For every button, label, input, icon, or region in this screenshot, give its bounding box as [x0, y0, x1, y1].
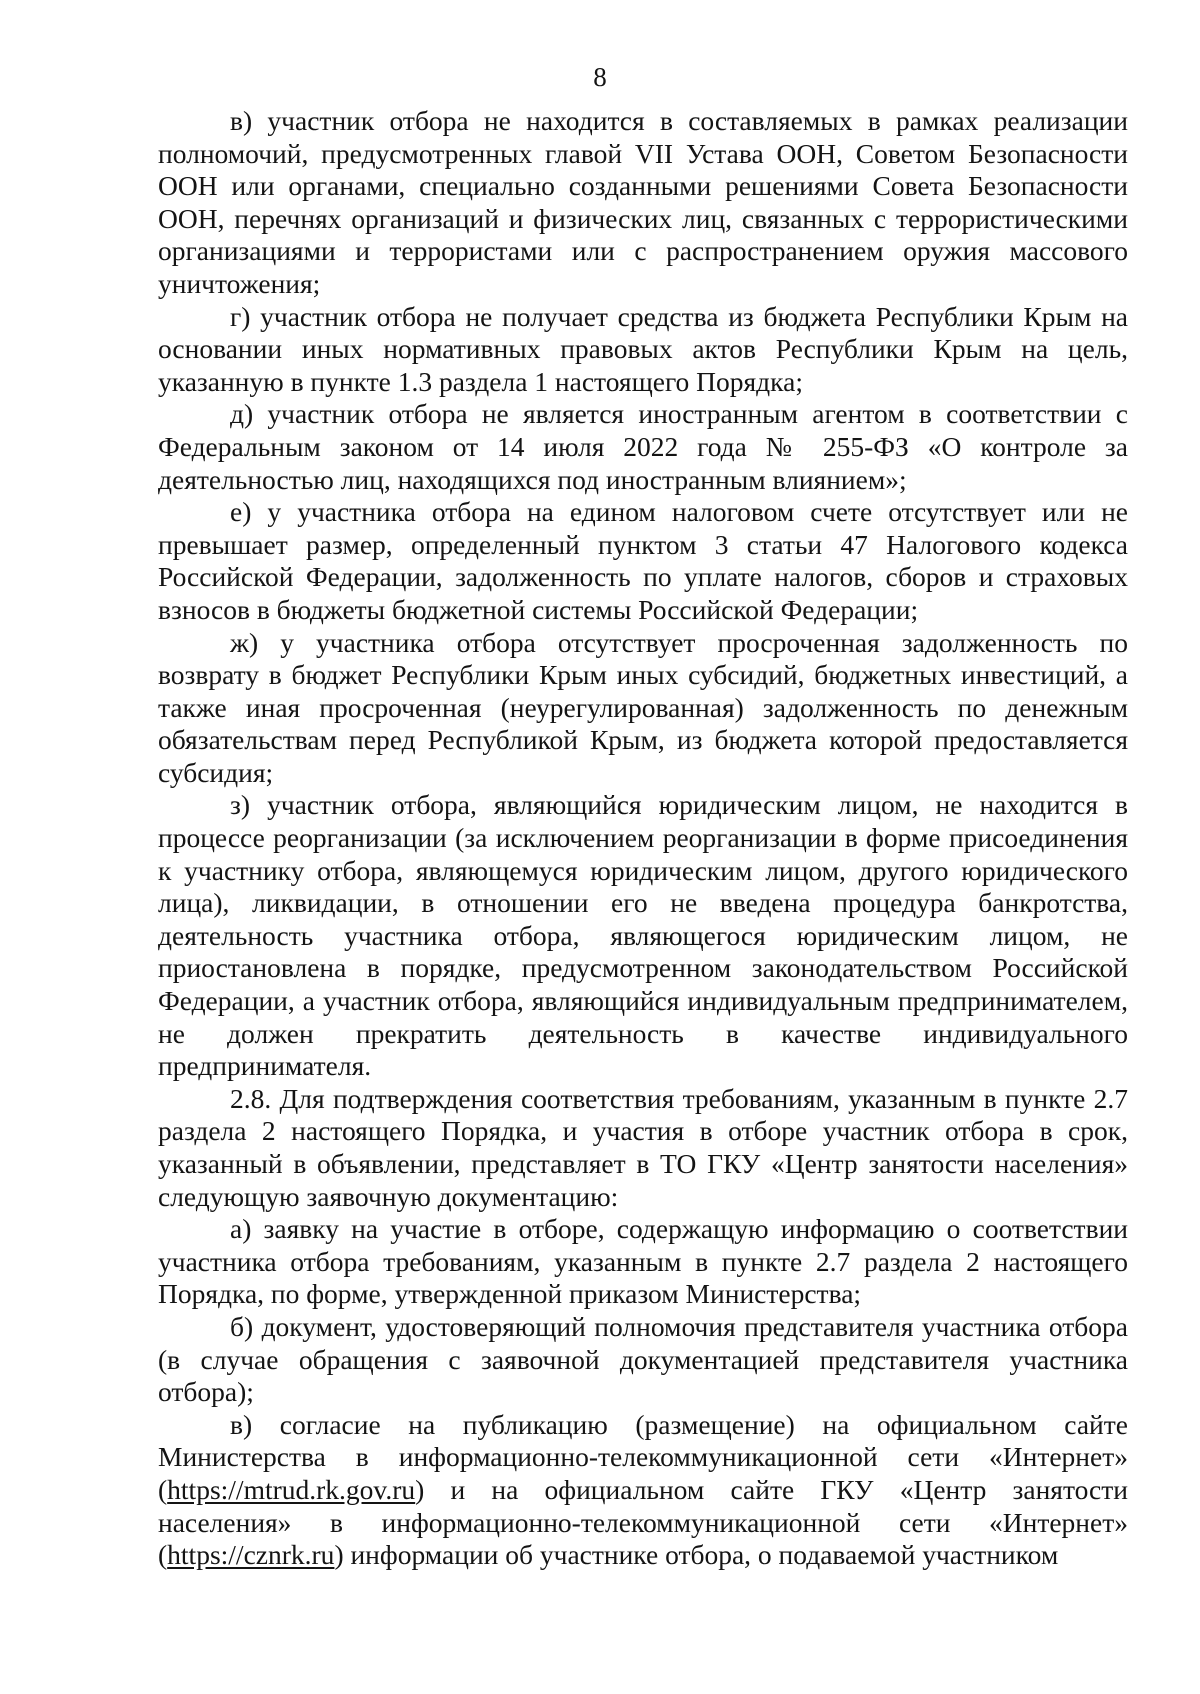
consent-text-part-2: ) и на официальном сайте ГКУ «Центр занятости населения» в информационно-телекоммуникационной сети «Интернет» ( [158, 1473, 1128, 1571]
ministry-site-link[interactable]: https://mtrud.rk.gov.ru [167, 1473, 416, 1505]
paragraph-d: д) участник отбора не является иностранным агентом в соответствии с Федеральным законом от 14 июля 2022 года № 255-ФЗ «О контроле за деятельностью лиц, находящихся под иностранным влиянием»; [158, 398, 1128, 495]
paragraph-2-8: 2.8. Для подтверждения соответствия требованиям, указанным в пункте 2.7 раздела 2 настоящего Порядка, и участия в отборе участник отбора в срок, указанный в объявлении, представляет в ТО ГКУ «Центр занятости населения» следующую заявочную документацию: [158, 1082, 1128, 1212]
paragraph-g: г) участник отбора не получает средства из бюджета Республики Крым на основании иных нормативных правовых актов Республики Крым на цель, указанную в пункте 1.3 раздела 1 настоящего Порядка; [158, 300, 1128, 397]
paragraph-z: з) участник отбора, являющийся юридическим лицом, не находится в процессе реорганизации (за исключением реорганизации в форме присоединения к участнику отбора, являющемуся юридическим лицом, другого юридического лица), ликвидации, в отношении его не введена процедура банкротства, деятельность участника отбора, являющегося юридическим лицом, не приостановлена в порядке, предусмотренном законодательством Российской Федерации, а участник отбора, являющийся индивидуальным предпринимателем, не должен прекратить деятельность в качестве индивидуального предпринимателя. [158, 789, 1128, 1082]
page-number: 8 [593, 62, 607, 92]
paragraph-a: а) заявку на участие в отборе, содержащую информацию о соответствии участника отбора требованиям, указанным в пункте 2.7 раздела 2 настоящего Порядка, по форме, утвержденной приказом Министерства; [158, 1213, 1128, 1310]
consent-text-part-3: ) информации об участнике отбора, о подаваемой участником [334, 1539, 1059, 1571]
paragraph-v: в) участник отбора не находится в составляемых в рамках реализации полномочий, предусмотренных главой VII Устава ООН, Советом Безопасности ООН или органами, специально созданными решениями Совета Безопасности ООН, перечнях организаций и физических лиц, связанных с террористическими организациями и террористами или с распространением оружия массового уничтожения; [158, 105, 1128, 299]
paragraph-b: б) документ, удостоверяющий полномочия представителя участника отбора (в случае обращения с заявочной документацией представителя участника отбора); [158, 1310, 1128, 1408]
consent-text-part-1: в) согласие на публикацию (размещение) на официальном сайте Министерства в информационно-телекоммуникационной сети «Интернет» ( [158, 1408, 1128, 1505]
document-body [158, 105, 1128, 1572]
paragraph-zh: ж) у участника отбора отсутствует просроченная задолженность по возврату в бюджет Республики Крым иных субсидий, бюджетных инвестиций, а также иная просроченная (неурегулированная) задолженность по денежным обязательствам перед Республикой Крым, из бюджета которой предоставляется субсидия; [158, 626, 1128, 788]
employment-center-site-link[interactable]: https://cznrk.ru [167, 1539, 335, 1571]
paragraph-v-consent [158, 1409, 1128, 1572]
paragraph-e: е) у участника отбора на едином налоговом счете отсутствует или не превышает размер, определенный пунктом 3 статьи 47 Налогового кодекса Российской Федерации, задолженность по уплате налогов, сборов и страховых взносов в бюджеты бюджетной системы Российской Федерации; [158, 496, 1128, 625]
